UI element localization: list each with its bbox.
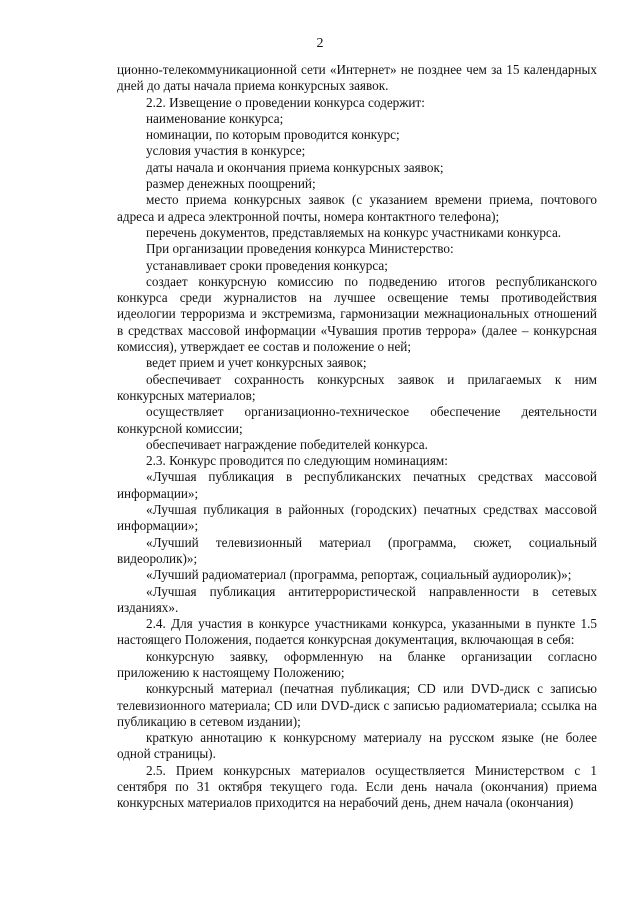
paragraph-14: обеспечивает сохранность конкурсных заявок и прилагаемых к ним конкурсных материалов;	[117, 371, 597, 403]
paragraph-7: размер денежных поощрений;	[146, 176, 316, 192]
paragraph-5: условия участия в конкурсе;	[146, 143, 306, 159]
paragraph-3: наименование конкурса;	[146, 110, 284, 126]
paragraph-20: «Лучший телевизионный материал (программа, сюжет, социальный видеоролик)»;	[117, 534, 597, 566]
paragraph-23: 2.4. Для участия в конкурсе участниками конкурса, указанными в пункте 1.5 настоящего Положения, подается конкурсная документация, включающая в себя:	[117, 616, 597, 648]
paragraph-13: ведет прием и учет конкурсных заявок;	[146, 355, 367, 371]
paragraph-19: «Лучшая публикация в районных (городских) печатных средствах массовой информации»;	[117, 502, 597, 534]
paragraph-27: 2.5. Прием конкурсных материалов осуществляется Министерством с 1 сентября по 31 октября текущего года. Если день начала (окончания) приема конкурсных материалов приходится на нерабочий день, днем начала (окончания)	[117, 762, 597, 811]
paragraph-2: 2.2. Извещение о проведении конкурса содержит:	[146, 94, 425, 110]
paragraph-22: «Лучшая публикация антитеррористической направленности в сетевых изданиях».	[117, 583, 597, 615]
paragraph-1: ционно-телекоммуникационной сети «Интернет» не позднее чем за 15 календарных дней до даты начала приема конкурсных заявок.	[117, 62, 597, 94]
paragraph-9: перечень документов, представляемых на конкурс участниками конкурса.	[146, 224, 562, 240]
paragraph-25: конкурсный материал (печатная публикация; CD или DVD-диск с записью телевизионного материала; CD или DVD-диск с записью радиоматериала; ссылка на публикацию в сетевом издании);	[117, 681, 597, 729]
paragraph-18: «Лучшая публикация в республиканских печатных средствах массовой информации»;	[117, 469, 597, 501]
paragraph-10: При организации проведения конкурса Министерство:	[146, 241, 454, 257]
paragraph-26: краткую аннотацию к конкурсному материалу на русском языке (не более одной страницы).	[117, 730, 597, 762]
paragraph-12: создает конкурсную комиссию по подведению итогов республиканского конкурса среди журналистов на лучшее освещение темы противодействия идеологии терроризма и экстремизма, гармонизации межнациональных отношений в средствах массовой информации «Чувашия против террора» (далее – конкурсная комиссия), утверждает ее состав и положение о ней;	[117, 273, 597, 355]
paragraph-8: место приема конкурсных заявок (с указанием времени приема, почтового адреса и адреса электронной почты, номера контактного телефона);	[117, 192, 597, 224]
paragraph-17: 2.3. Конкурс проводится по следующим номинациям:	[146, 453, 448, 469]
page-number: 2	[316, 36, 324, 51]
paragraph-21: «Лучший радиоматериал (программа, репортаж, социальный аудиоролик)»;	[146, 567, 572, 583]
paragraph-24: конкурсную заявку, оформленную на бланке организации согласно приложению к настоящему Положению;	[117, 648, 597, 680]
paragraph-16: обеспечивает награждение победителей конкурса.	[146, 436, 428, 452]
paragraph-6: даты начала и окончания приема конкурсных заявок;	[146, 159, 444, 175]
paragraph-15: осуществляет организационно-техническое обеспечение деятельности конкурсной комиссии;	[117, 404, 597, 436]
paragraph-11: устанавливает сроки проведения конкурса;	[146, 257, 388, 273]
paragraph-4: номинации, по которым проводится конкурс;	[146, 127, 400, 143]
document-body	[117, 62, 597, 812]
